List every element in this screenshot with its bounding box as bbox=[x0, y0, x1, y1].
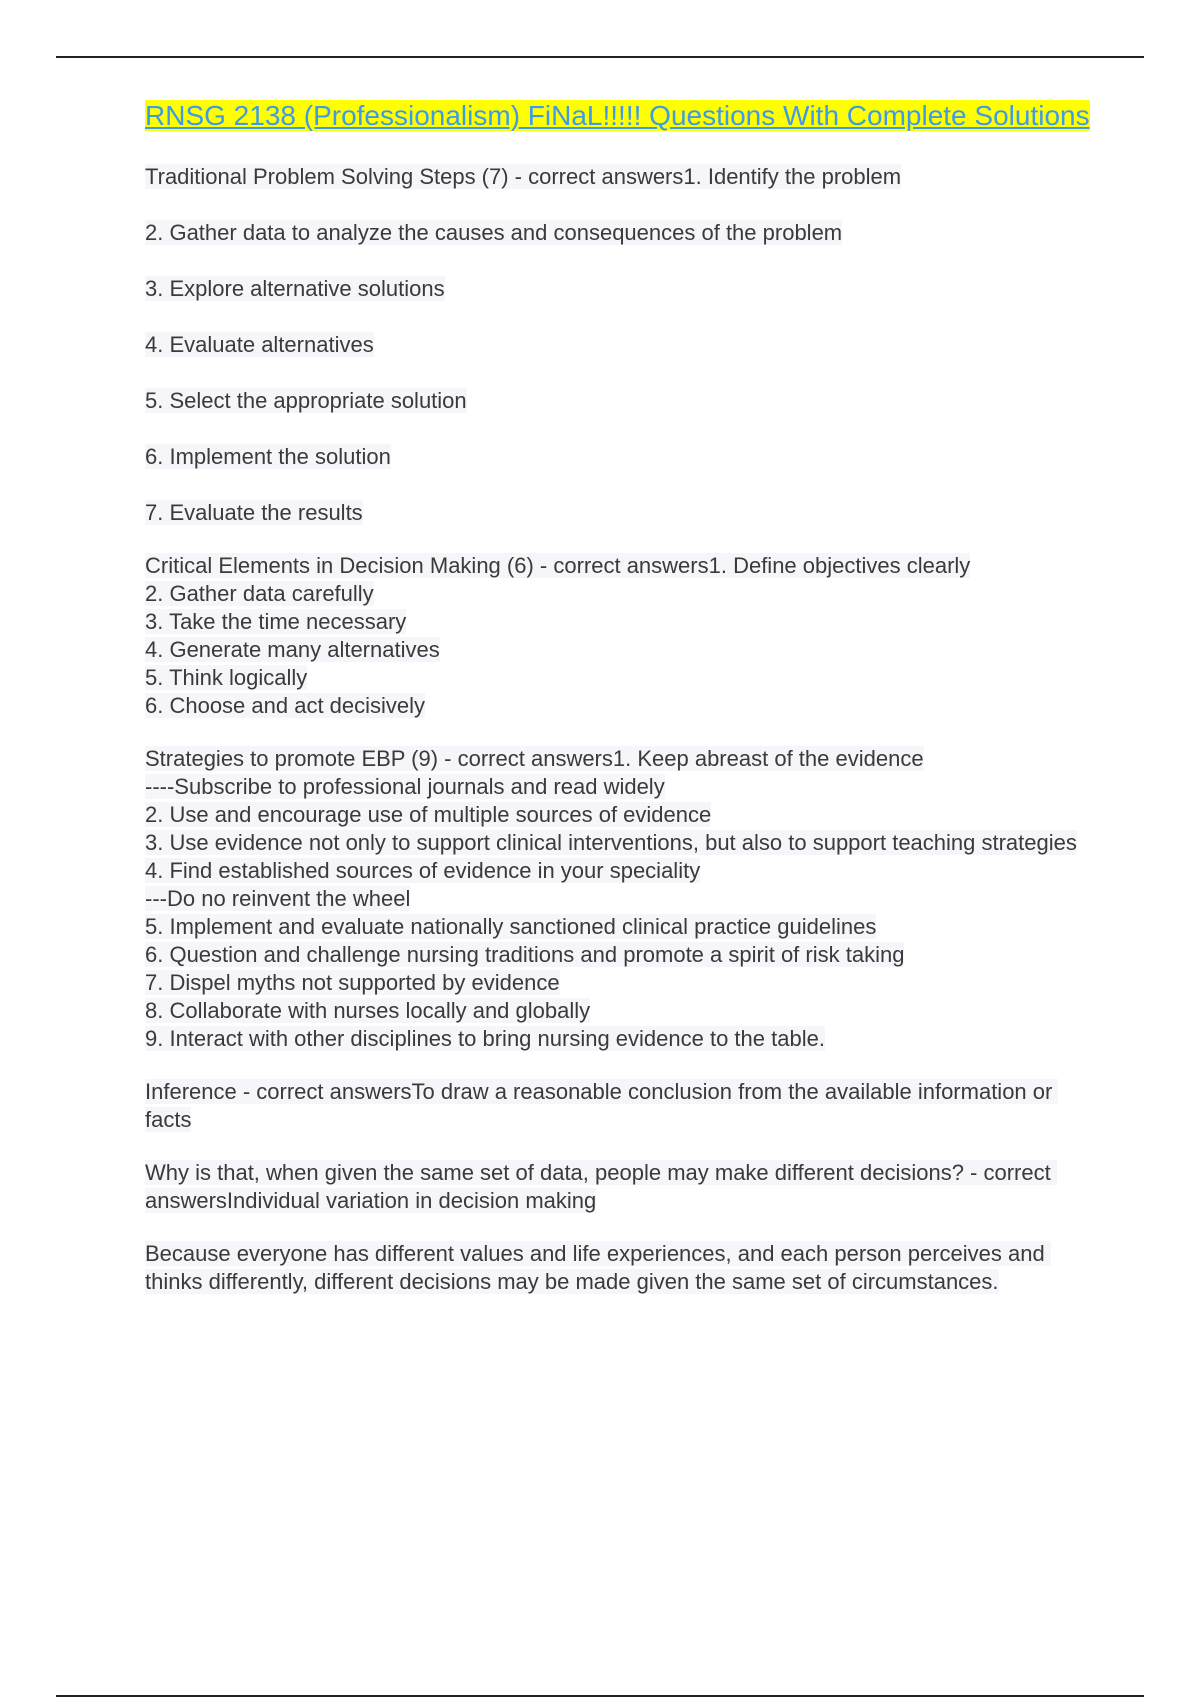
question-line: Strategies to promote EBP (9) - correct answers1. Keep abreast of the evidence bbox=[145, 746, 924, 771]
answer-line: 5. Implement and evaluate nationally sanctioned clinical practice guidelines bbox=[145, 914, 877, 939]
answer-line: ---Do no reinvent the wheel bbox=[145, 886, 411, 911]
answer-line: 2. Gather data carefully bbox=[145, 581, 374, 606]
question-line: Critical Elements in Decision Making (6) - correct answers1. Define objectives clearly bbox=[145, 553, 971, 578]
section-because bbox=[145, 1240, 1095, 1296]
answer-line: 3. Explore alternative solutions bbox=[145, 276, 445, 301]
answer-line: 4. Evaluate alternatives bbox=[145, 332, 374, 357]
section-different-decisions bbox=[145, 1159, 1095, 1215]
answer-line: 3. Use evidence not only to support clinical interventions, but also to support teaching strategies bbox=[145, 830, 1077, 855]
answer-line: 6. Question and challenge nursing traditions and promote a spirit of risk taking bbox=[145, 942, 905, 967]
answer-line: 6. Implement the solution bbox=[145, 444, 391, 469]
answer-line: 2. Gather data to analyze the causes and consequences of the problem bbox=[145, 220, 843, 245]
answer-line: 2. Use and encourage use of multiple sources of evidence bbox=[145, 802, 712, 827]
section-decision-making bbox=[145, 552, 1095, 720]
bottom-rule bbox=[56, 1695, 1144, 1697]
question-line: Inference - correct answersTo draw a reasonable conclusion from the available information or facts bbox=[145, 1079, 1059, 1132]
answer-line: 3. Take the time necessary bbox=[145, 609, 407, 634]
answer-line: 7. Evaluate the results bbox=[145, 500, 363, 525]
answer-line: 5. Think logically bbox=[145, 665, 308, 690]
document-body bbox=[145, 98, 1095, 1296]
answer-line: 9. Interact with other disciplines to bring nursing evidence to the table. bbox=[145, 1026, 825, 1051]
document-title[interactable]: RNSG 2138 (Professionalism) FiNaL!!!!! Questions With Complete Solutions bbox=[145, 100, 1090, 131]
answer-line: 8. Collaborate with nurses locally and globally bbox=[145, 998, 591, 1023]
answer-line: 5. Select the appropriate solution bbox=[145, 388, 467, 413]
section-inference bbox=[145, 1078, 1095, 1134]
section-ebp bbox=[145, 745, 1095, 1053]
answer-line: 7. Dispel myths not supported by evidence bbox=[145, 970, 560, 995]
section-problem-solving bbox=[145, 163, 1095, 527]
answer-line: 6. Choose and act decisively bbox=[145, 693, 426, 718]
answer-line: ----Subscribe to professional journals and read widely bbox=[145, 774, 665, 799]
answer-line: Because everyone has different values and life experiences, and each person perceives and thinks differently, different decisions may be made given the same set of circumstances. bbox=[145, 1241, 1051, 1294]
top-rule bbox=[56, 56, 1144, 58]
answer-line: 4. Generate many alternatives bbox=[145, 637, 440, 662]
question-line: Traditional Problem Solving Steps (7) - correct answers1. Identify the problem bbox=[145, 164, 902, 189]
answer-line: 4. Find established sources of evidence in your speciality bbox=[145, 858, 701, 883]
question-line: Why is that, when given the same set of data, people may make different decisions? - correct answersIndividual variation in decision making bbox=[145, 1160, 1057, 1213]
